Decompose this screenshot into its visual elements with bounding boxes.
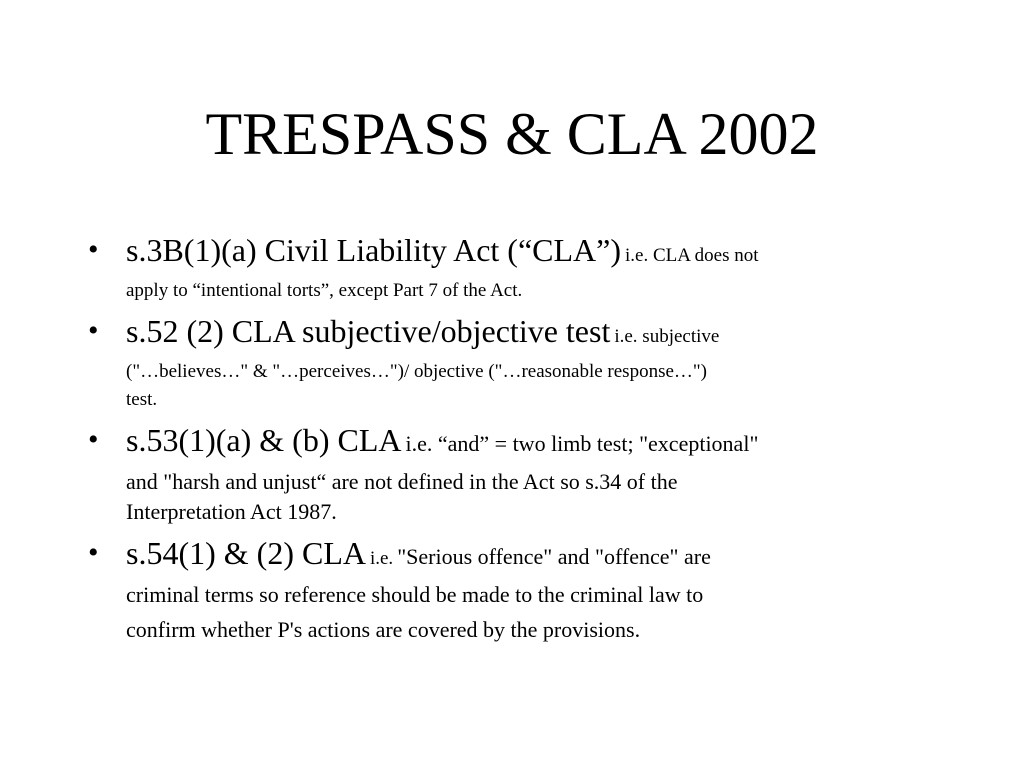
- bullet-item-1: [88, 230, 948, 305]
- bullet-continuation: confirm whether P's actions are covered by the provisions.: [126, 617, 641, 642]
- bullet-detail-prefix: i.e.: [369, 548, 394, 569]
- bullet-continuation: test.: [126, 389, 158, 410]
- bullet-detail: i.e. “and” = two limb test; "exceptional": [405, 431, 759, 456]
- slide-title: TRESPASS & CLA 2002: [205, 101, 819, 167]
- bullet-icon: •: [88, 233, 99, 266]
- bullet-continuation: and "harsh and unjust“ are not defined in the Act so s.34 of the: [126, 469, 678, 494]
- bullet-item-2: [88, 311, 948, 414]
- bullet-continuation: apply to “intentional torts”, except Part 7 of the Act.: [126, 280, 523, 301]
- bullet-lead: s.54(1) & (2) CLA: [126, 535, 366, 571]
- bullet-detail: i.e. subjective: [614, 326, 720, 347]
- bullet-detail: i.e. CLA does not: [625, 245, 759, 266]
- bullet-continuation: Interpretation Act 1987.: [126, 499, 337, 524]
- bullet-item-3: [88, 420, 948, 527]
- bullet-lead: s.53(1)(a) & (b) CLA: [126, 422, 402, 458]
- bullet-icon: •: [88, 423, 99, 456]
- bullet-icon: •: [88, 314, 99, 347]
- bullet-continuation: criminal terms so reference should be made to the criminal law to: [126, 582, 704, 607]
- bullet-lead: s.3B(1)(a) Civil Liability Act (“CLA”): [126, 232, 621, 268]
- bullet-line: [126, 420, 948, 467]
- bullet-continuation: ("…believes…" & "…perceives…")/ objective ("…reasonable response…"): [126, 361, 707, 382]
- bullet-list: [88, 230, 948, 656]
- bullet-icon: •: [88, 536, 99, 569]
- bullet-detail: "Serious offence" and "offence" are: [397, 544, 711, 569]
- bullet-lead: s.52 (2) CLA subjective/objective test: [126, 313, 611, 349]
- bullet-line: [126, 533, 948, 580]
- bullet-item-4: [88, 533, 948, 650]
- bullet-line: [126, 311, 948, 358]
- bullet-line: [126, 230, 948, 277]
